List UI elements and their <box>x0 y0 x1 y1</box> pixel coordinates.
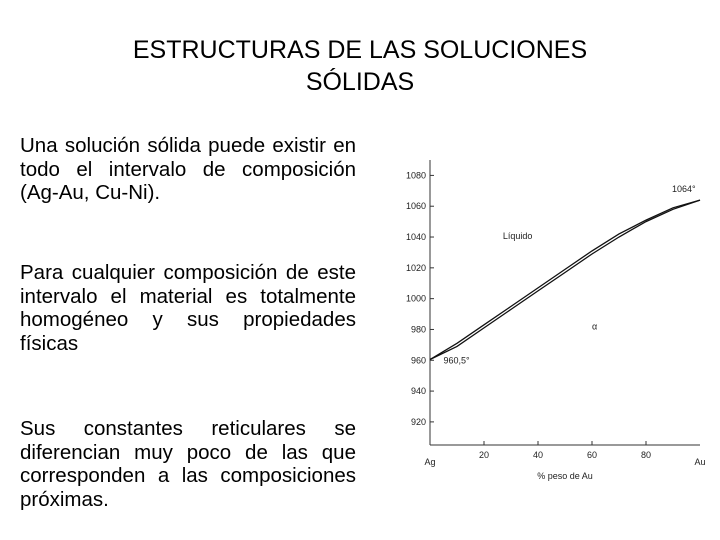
y-tick-label: 1040 <box>405 232 426 243</box>
x-axis-title: % peso de Au <box>537 471 593 481</box>
x-axis-ticks <box>424 441 705 481</box>
ag-melting-label: 960,5° <box>443 355 470 366</box>
slide-title <box>0 34 720 98</box>
y-tick-label: 960 <box>410 355 426 366</box>
liquidus-line <box>430 200 700 359</box>
x-end-label-au: Au <box>694 457 706 467</box>
paragraph-1: Una solución sólida puede existir en todo el intervalo de composición (Ag-Au, Cu-Ni). <box>20 134 356 204</box>
liquid-region-label: Líquido <box>502 231 533 242</box>
alpha-region-label: α <box>592 321 598 332</box>
y-tick-label: 1000 <box>405 293 426 304</box>
chart-series <box>430 200 700 359</box>
paragraph-2: Para cualquier composición de este intervalo el material es totalmente homogéneo y sus propiedades físicas <box>20 261 356 355</box>
y-tick-label: 1060 <box>405 201 426 212</box>
y-tick-label: 940 <box>410 386 426 397</box>
x-tick-label: 20 <box>478 450 490 460</box>
x-tick-label: 80 <box>640 450 652 460</box>
y-tick-label: 1020 <box>405 262 426 273</box>
phase-diagram-chart <box>400 150 710 490</box>
chart-axes <box>430 160 700 445</box>
x-end-label-ag: Ag <box>424 457 436 467</box>
slide-title-line2: SÓLIDAS <box>305 68 415 96</box>
y-tick-label: 980 <box>410 324 426 335</box>
x-tick-label: 40 <box>532 450 544 460</box>
y-tick-label: 920 <box>410 416 426 427</box>
slide-title-line1: ESTRUCTURAS DE LAS SOLUCIONES <box>132 36 588 64</box>
solidus-line <box>430 200 700 359</box>
chart-labels <box>444 184 697 365</box>
y-tick-label: 1080 <box>405 170 426 181</box>
paragraph-3: Sus constantes reticulares se diferencian muy poco de las que corresponden a las composiciones próximas. <box>20 417 356 511</box>
au-melting-label: 1064° <box>671 184 696 195</box>
x-tick-label: 60 <box>586 450 598 460</box>
